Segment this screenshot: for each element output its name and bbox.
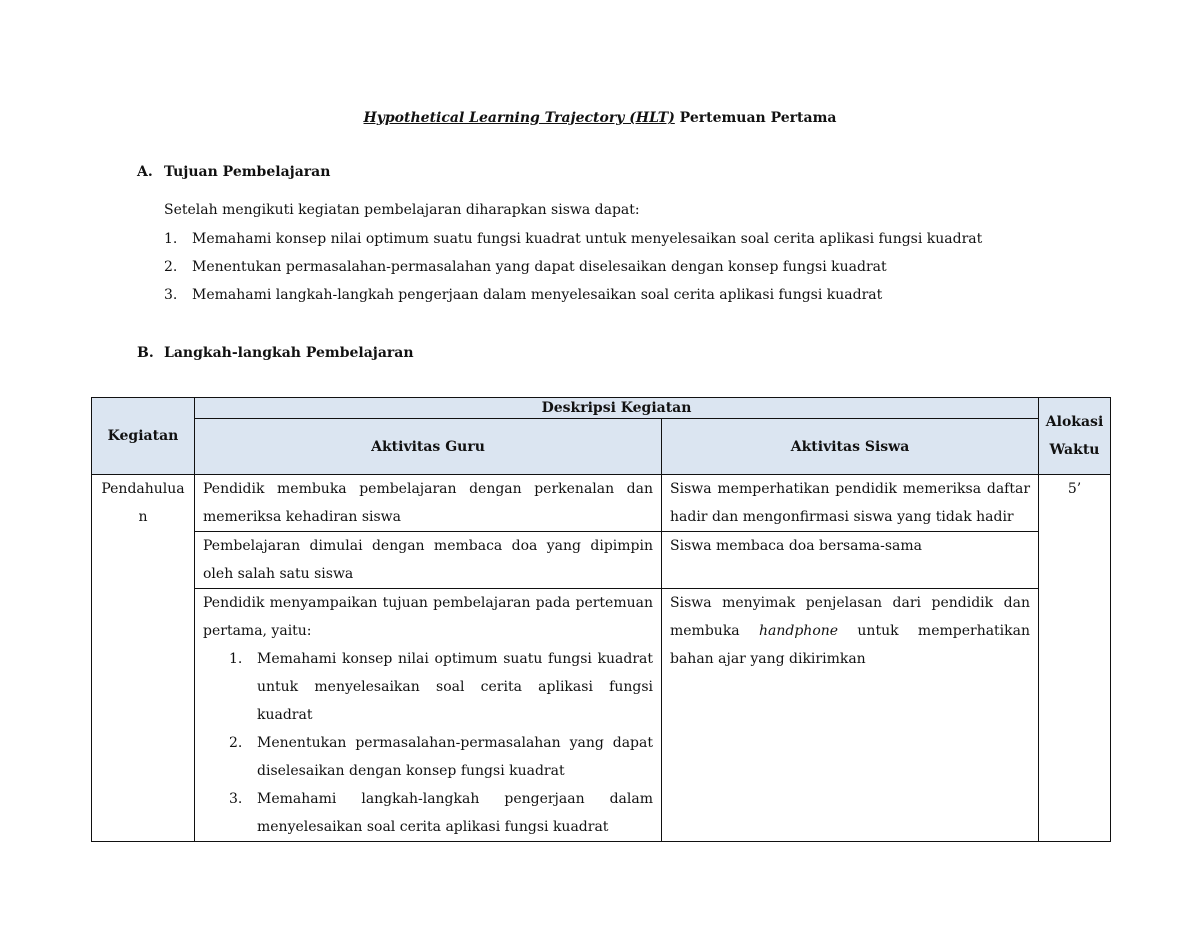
header-kegiatan: Kegiatan	[92, 398, 195, 475]
section-a-letter: A.	[137, 164, 153, 180]
title-italic: Hypothetical Learning Trajectory (HLT)	[363, 110, 675, 126]
list-text: Menentukan permasalahan-permasalahan yang dapat diselesaikan dengan konsep fungsi kuadrat	[257, 735, 653, 779]
objective-text: Memahami konsep nilai optimum suatu fungsi kuadrat untuk menyelesaikan soal cerita aplikasi fungsi kuadrat	[192, 231, 983, 247]
guru-activity-cell: Pembelajaran dimulai dengan membaca doa yang dipimpin oleh salah satu siswa	[195, 532, 662, 589]
list-number: 2.	[229, 735, 243, 751]
siswa-activity-cell	[662, 589, 1039, 842]
phase-cell: Pendahuluan	[92, 475, 195, 842]
list-number: 1.	[229, 651, 243, 667]
siswa-text-italic: handphone	[759, 623, 839, 639]
siswa-activity-cell: Siswa membaca doa bersama-sama	[662, 532, 1039, 589]
siswa-text-before: Siswa menyimak penjelasan dari pendidik dan membuka	[670, 595, 1031, 639]
objective-item	[164, 231, 982, 247]
section-a-heading	[137, 164, 330, 180]
list-item	[203, 785, 653, 841]
guru-objective-list	[203, 645, 653, 841]
list-number: 3.	[229, 791, 243, 807]
guru-activity-cell	[195, 589, 662, 842]
time-cell: 5’	[1039, 475, 1111, 842]
siswa-activity-cell: Siswa memperhatikan pendidik memeriksa daftar hadir dan mengonfirmasi siswa yang tidak hadir	[662, 475, 1039, 532]
objective-text: Memahami langkah-langkah pengerjaan dalam menyelesaikan soal cerita aplikasi fungsi kuadrat	[192, 287, 883, 303]
document-title	[0, 110, 1200, 126]
section-a-title: Tujuan Pembelajaran	[164, 164, 331, 180]
objective-number: 3.	[164, 287, 178, 303]
header-alokasi: Alokasi Waktu	[1039, 398, 1111, 475]
header-guru: Aktivitas Guru	[195, 419, 662, 475]
list-item	[203, 645, 653, 729]
list-text: Memahami langkah-langkah pengerjaan dalam menyelesaikan soal cerita aplikasi fungsi kuadrat	[257, 791, 653, 835]
header-deskripsi: Deskripsi Kegiatan	[195, 398, 1039, 419]
objective-text: Menentukan permasalahan-permasalahan yang dapat diselesaikan dengan konsep fungsi kuadrat	[192, 259, 887, 275]
guru-intro-text: Pendidik menyampaikan tujuan pembelajaran pada pertemuan pertama, yaitu:	[203, 595, 653, 639]
objective-number: 2.	[164, 259, 178, 275]
objectives-intro: Setelah mengikuti kegiatan pembelajaran diharapkan siswa dapat:	[164, 202, 640, 218]
objective-number: 1.	[164, 231, 178, 247]
section-b-letter: B.	[137, 345, 154, 361]
list-text: Memahami konsep nilai optimum suatu fungsi kuadrat untuk menyelesaikan soal cerita aplikasi fungsi kuadrat	[257, 651, 653, 723]
objective-item	[164, 287, 882, 303]
header-siswa: Aktivitas Siswa	[662, 419, 1039, 475]
section-b-title: Langkah-langkah Pembelajaran	[164, 345, 414, 361]
guru-activity-cell: Pendidik membuka pembelajaran dengan perkenalan dan memeriksa kehadiran siswa	[195, 475, 662, 532]
learning-steps-table	[91, 397, 1111, 842]
siswa-text-after: untuk memperhatikan bahan ajar yang dikirimkan	[670, 623, 1031, 667]
title-rest: Pertemuan Pertama	[674, 110, 837, 126]
list-item	[203, 729, 653, 785]
section-b-heading	[137, 345, 414, 361]
objective-item	[164, 259, 887, 275]
